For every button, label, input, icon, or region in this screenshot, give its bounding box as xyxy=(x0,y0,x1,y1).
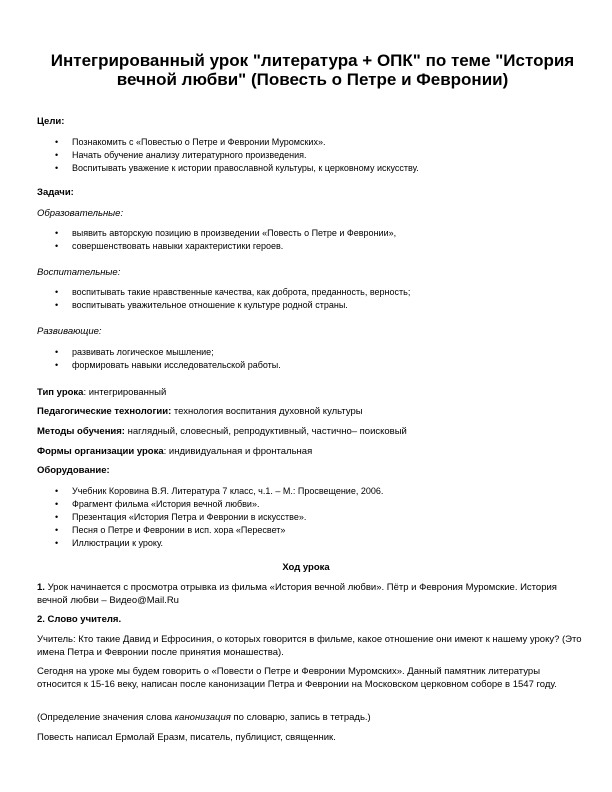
equipment-list xyxy=(55,485,575,550)
upbringing-list xyxy=(55,286,575,312)
bullet-icon: • xyxy=(55,486,59,496)
list-item: • Иллюстрации к уроку. xyxy=(55,538,164,548)
list-item: • совершенствовать навыки характеристики героев. xyxy=(55,241,284,251)
list-item: • формировать навыки исследовательской работы. xyxy=(55,360,281,370)
bullet-icon: • xyxy=(55,228,59,238)
bullet-icon: • xyxy=(55,150,59,160)
pedagogical-technologies: Педагогические технологии: технология воспитания духовной культуры xyxy=(37,406,363,417)
developing-list xyxy=(55,346,575,372)
lesson-type: Тип урока: интегрированный xyxy=(37,387,167,398)
developing-label: Развивающие: xyxy=(37,326,102,337)
teacher-question-paragraph: Учитель: Кто такие Давид и Ефросиния, о которых говорится в фильме, какое отношение они имеют к нашему уроку? (Это имена Петра и Февронии после принятия монашества). xyxy=(37,634,582,658)
educational-list xyxy=(55,227,575,253)
bullet-icon: • xyxy=(55,525,59,535)
author-paragraph: Повесть написал Ермолай Еразм, писатель, публицист, священник. xyxy=(37,732,336,743)
bullet-icon: • xyxy=(55,241,59,251)
list-item: • Фрагмент фильма «История вечной любви». xyxy=(55,499,260,509)
upbringing-label: Воспитательные: xyxy=(37,267,121,278)
lesson-intro-paragraph: Сегодня на уроке мы будем говорить о «Повести о Петре и Февронии Муромских». Данный памятник литературы относится к 15-16 веку, написан после канонизации Петра и Февронии на Московском церковном соборе в 1547 году. xyxy=(37,666,557,690)
page-title: Интегрированный урок "литература + ОПК" по теме "История вечной любви" (Повесть о Петре и Февронии) xyxy=(50,51,575,89)
bullet-icon: • xyxy=(55,300,59,310)
list-item: • развивать логическое мышление; xyxy=(55,347,214,357)
tasks-label: Задачи: xyxy=(37,187,74,198)
bullet-icon: • xyxy=(55,538,59,548)
teaching-methods: Методы обучения: наглядный, словесный, репродуктивный, частично– поисковый xyxy=(37,426,407,437)
educational-label: Образовательные: xyxy=(37,208,124,219)
goals-list xyxy=(55,136,575,175)
list-item: • Познакомить с «Повестью о Петре и Февронии Муромских». xyxy=(55,137,326,147)
bullet-icon: • xyxy=(55,163,59,173)
goals-label: Цели: xyxy=(37,116,65,127)
list-item: • выявить авторскую позицию в произведении «Повесть о Петре и Февронии», xyxy=(55,228,397,238)
list-item: • Презентация «История Петра и Февронии в искусстве». xyxy=(55,512,307,522)
list-item: • Учебник Коровина В.Я. Литература 7 класс, ч.1. – М.: Просвещение, 2006. xyxy=(55,486,384,496)
bullet-icon: • xyxy=(55,347,59,357)
equipment-label: Оборудование: xyxy=(37,465,110,476)
bullet-icon: • xyxy=(55,137,59,147)
definition-paragraph: (Определение значения слова канонизация по словарю, запись в тетрадь.) xyxy=(37,712,371,723)
course-step-1: 1. Урок начинается с просмотра отрывка из фильма «История вечной любви». Пётр и Феврония Муромские. История вечной любви – Видео@Mail.Ru xyxy=(37,582,557,606)
list-item: • Песня о Петре и Февронии в исп. хора «Пересвет» xyxy=(55,525,286,535)
list-item: • воспитывать уважительное отношение к культуре родной страны. xyxy=(55,300,348,310)
bullet-icon: • xyxy=(55,360,59,370)
bullet-icon: • xyxy=(55,287,59,297)
list-item: • Воспитывать уважение к истории православной культуры, к церковному искусству. xyxy=(55,163,419,173)
bullet-icon: • xyxy=(55,499,59,509)
organization-forms: Формы организации урока: индивидуальная и фронтальная xyxy=(37,446,313,457)
course-heading: Ход урока xyxy=(282,562,330,573)
course-step-2: 2. Слово учителя. xyxy=(37,614,122,625)
bullet-icon: • xyxy=(55,512,59,522)
list-item: • Начать обучение анализу литературного произведения. xyxy=(55,150,307,160)
list-item: • воспитывать такие нравственные качества, как доброта, преданность, верность; xyxy=(55,287,411,297)
